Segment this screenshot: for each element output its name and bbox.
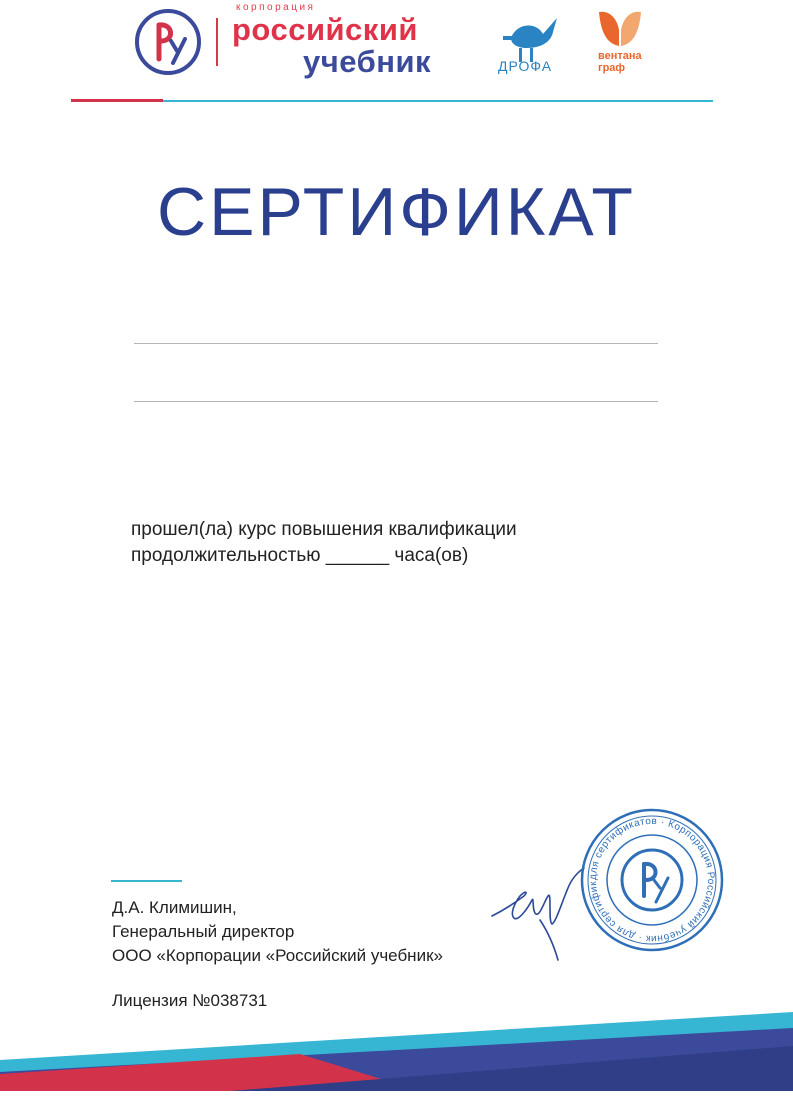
logo-divider [216, 18, 218, 66]
signatory-organization: ООО «Корпорации «Российский учебник» [112, 946, 443, 965]
license-number: Лицензия №038731 [112, 991, 268, 1010]
ventana-logo-icon [597, 8, 643, 48]
company-stamp [580, 808, 724, 952]
ru-logo-icon [133, 7, 203, 77]
course-description-line1: прошел(ла) курс повышения квалификации [131, 519, 517, 540]
corporation-name-line2: учебник [303, 44, 432, 79]
footer-decoration [0, 1010, 793, 1091]
header-rule-red [71, 99, 163, 102]
signatory-accent-line [111, 880, 182, 882]
ventana-label-line1: вентана [598, 50, 642, 62]
course-description-line2: продолжительностью ______ часа(ов) [131, 545, 469, 566]
corporation-small-label: корпорация [236, 2, 316, 13]
svg-text:для сертификатов · Корпорация: для сертификатов · Корпорация Российский учебник · для сертифик [587, 815, 717, 945]
header-rule-cyan [163, 100, 713, 102]
recipient-name-line-1 [134, 343, 658, 344]
certificate-title: СЕРТИФИКАТ [157, 174, 636, 250]
corporation-name-line1: российский [232, 12, 418, 47]
ventana-label-line2: граф [598, 62, 626, 74]
recipient-name-line-2 [134, 401, 658, 402]
drofa-label: ДРОФА [498, 58, 553, 74]
signatory-position: Генеральный директор [112, 922, 295, 941]
signatory-name: Д.А. Климишин, [112, 898, 237, 917]
